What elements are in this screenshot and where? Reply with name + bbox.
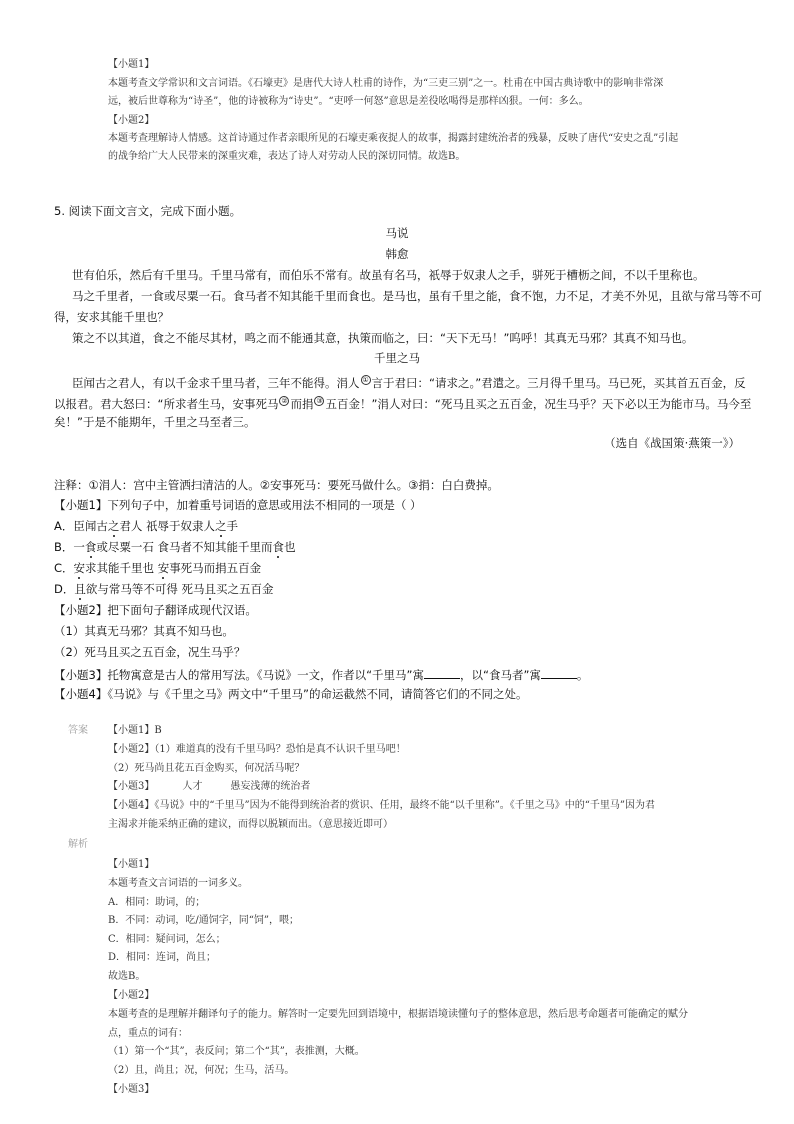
sub-question-1: 【小题1】下列句子中，加着重号词语的意思或用法不相同的一项是（ ） (54, 498, 422, 512)
passage-paragraph: 矣！”于是不能期年，千里之马至者三。 (54, 415, 256, 429)
passage-author: 韩愈 (385, 247, 409, 261)
analysis-line: 本题考查文言词语的一词多义。 (108, 878, 248, 889)
analysis-line: C．相同：疑问词，怎么； (108, 934, 226, 945)
answer-line: 【小题4】《马说》中的“千里马”因为不能得到统治者的赏识、任用，最终不能“以千里称”。《千里之马》中的“千里马”因为君 (108, 800, 656, 811)
option-c: C．安求其能千里也 安事死马而捐五百金 (54, 561, 262, 575)
analysis-line: 故选B。 (108, 971, 146, 982)
passage-title: 马说 (385, 226, 409, 240)
answer-line: 【小题3】 人才 愚妄浅薄的统治者 (108, 781, 311, 792)
option-d: D．且欲与常马等不可得 死马且买之五百金 (54, 582, 274, 596)
passage-paragraph: 得，安求其能千里也？ (54, 310, 169, 324)
analysis-line: 本题考查的是理解并翻译句子的能力。解答时一定要先回到语境中，根据语境读懂句子的整体意思，然后思考命题者可能确定的赋分 (108, 1009, 688, 1020)
answer-label: 答案 (68, 725, 88, 736)
sub-question-3: 【小题3】托物寓意是古人的常用写法。《马说》一文，作者以“千里马”寓 ，以“食马者”寓 。 (54, 668, 589, 682)
analysis-line: 【小题3】 (108, 1084, 155, 1095)
analysis-line: 【小题1】 (108, 859, 155, 870)
analysis-line: （1）第一个“其”，表反问；第二个“其”，表推测，大概。 (108, 1046, 365, 1057)
answer-line: 【小题2】（1）难道真的没有千里马吗？恐怕是真不认识千里马吧！ (108, 744, 406, 755)
answer-line: 【小题1】B (108, 725, 162, 736)
translate-item: （2）死马且买之五百金，况生马乎？ (54, 645, 246, 659)
passage-paragraph: 马之千里者，一食或尽粟一石。食马者不知其能千里而食也。是马也，虽有千里之能，食不饱，力不足，才美不外见，且欲与常马等不可 (72, 289, 762, 303)
passage-source: （选自《战国策·燕策一》） (604, 436, 740, 450)
option-b: B．一食或尽粟一石 食马者不知其能千里而食也 (54, 540, 296, 554)
analysis-line: 点，重点的词有： (108, 1028, 188, 1039)
sub-question-2: 【小题2】把下面句子翻译成现代汉语。 (54, 603, 257, 617)
analysis-line: D．相同：连词，尚且； (108, 952, 217, 963)
analysis-line: （2）且，尚且；况，何况；生马，活马。 (108, 1065, 295, 1076)
translate-item: （1）其真无马邪？其真不知马也。 (54, 624, 234, 638)
passage-paragraph: 以报君。君大怒曰：“所求者生马，安事死马 ② 而捐 ③ 五百金！”涓人对曰：“死马且买之五百金，况生马乎？天下必以王为能市马。马今至 (54, 396, 752, 411)
analysis-label: 解析 (68, 839, 88, 850)
note-marker: ② (281, 397, 288, 405)
passage-title: 千里之马 (374, 351, 420, 365)
analysis-line: 【小题2】 (108, 990, 155, 1001)
note-marker: ③ (316, 397, 323, 405)
analysis-line: B．不同：动词，吃/通饲字，同“饲”，喂； (108, 915, 299, 926)
analysis-line: A．相同：助词，的； (108, 897, 206, 908)
passage-paragraph: 世有伯乐，然后有千里马。千里马常有，而伯乐不常有。故虽有名马，祇辱于奴隶人之手，骈死于槽枥之间，不以千里称也。 (72, 268, 705, 282)
answer-blank (541, 668, 577, 679)
option-a: A．臣闻古之君人 祇辱于奴隶人之手 (54, 519, 239, 533)
question-heading: 5. 阅读下面文言文，完成下面小题。 (54, 204, 242, 218)
q1-line: 本题考查文学常识和文言词语。《石壕吏》是唐代大诗人杜甫的诗作，为“三吏三别”之一。杜甫在中国古典诗歌中的影响非常深 (108, 78, 664, 89)
answer-line: 主渴求并能采纳正确的建议，而得以脱颖而出。（意思接近即可） (108, 819, 393, 830)
notes: 注释：①涓人：宫中主管洒扫清洁的人。②安事死马：要死马做什么。③捐：白白费掉。 (54, 478, 499, 492)
note-marker: ① (362, 376, 369, 384)
q2-line: 本题考查理解诗人情感。这首诗通过作者亲眼所见的石壕吏乘夜捉人的故事，揭露封建统治者的残暴，反映了唐代“安史之乱”引起 (108, 133, 679, 144)
sub-question-4: 【小题4】《马说》与《千里之马》两文中“千里马”的命运截然不同，请简答它们的不同之处。 (54, 687, 528, 701)
q2-line: 的战争给广大人民带来的深重灾难，表达了诗人对劳动人民的深切同情。故选B。 (108, 151, 466, 162)
answer-blank (424, 668, 460, 679)
answer-line: （2）死马尚且花五百金购买，何况活马呢？ (108, 763, 305, 774)
passage-paragraph: 策之不以其道，食之不能尽其材，鸣之而不能通其意，执策而临之，曰：“天下无马！”呜呼！其真无马邪？其真不知马也。 (72, 331, 694, 345)
q1-line: 远，被后世尊称为“诗圣”，他的诗被称为“诗史”。“吏呼一何怒”意思是差役吆喝得是那样凶狠。一何：多么。 (108, 96, 589, 107)
q2-tag: 【小题2】 (108, 115, 155, 126)
passage-paragraph: 臣闻古之君人，有以千金求千里马者，三年不能得。涓人 ① 言于君曰：“请求之。”君遣之。三月得千里马。马已死，买其首五百金，反 (72, 375, 746, 390)
q1-tag: 【小题1】 (108, 59, 155, 70)
